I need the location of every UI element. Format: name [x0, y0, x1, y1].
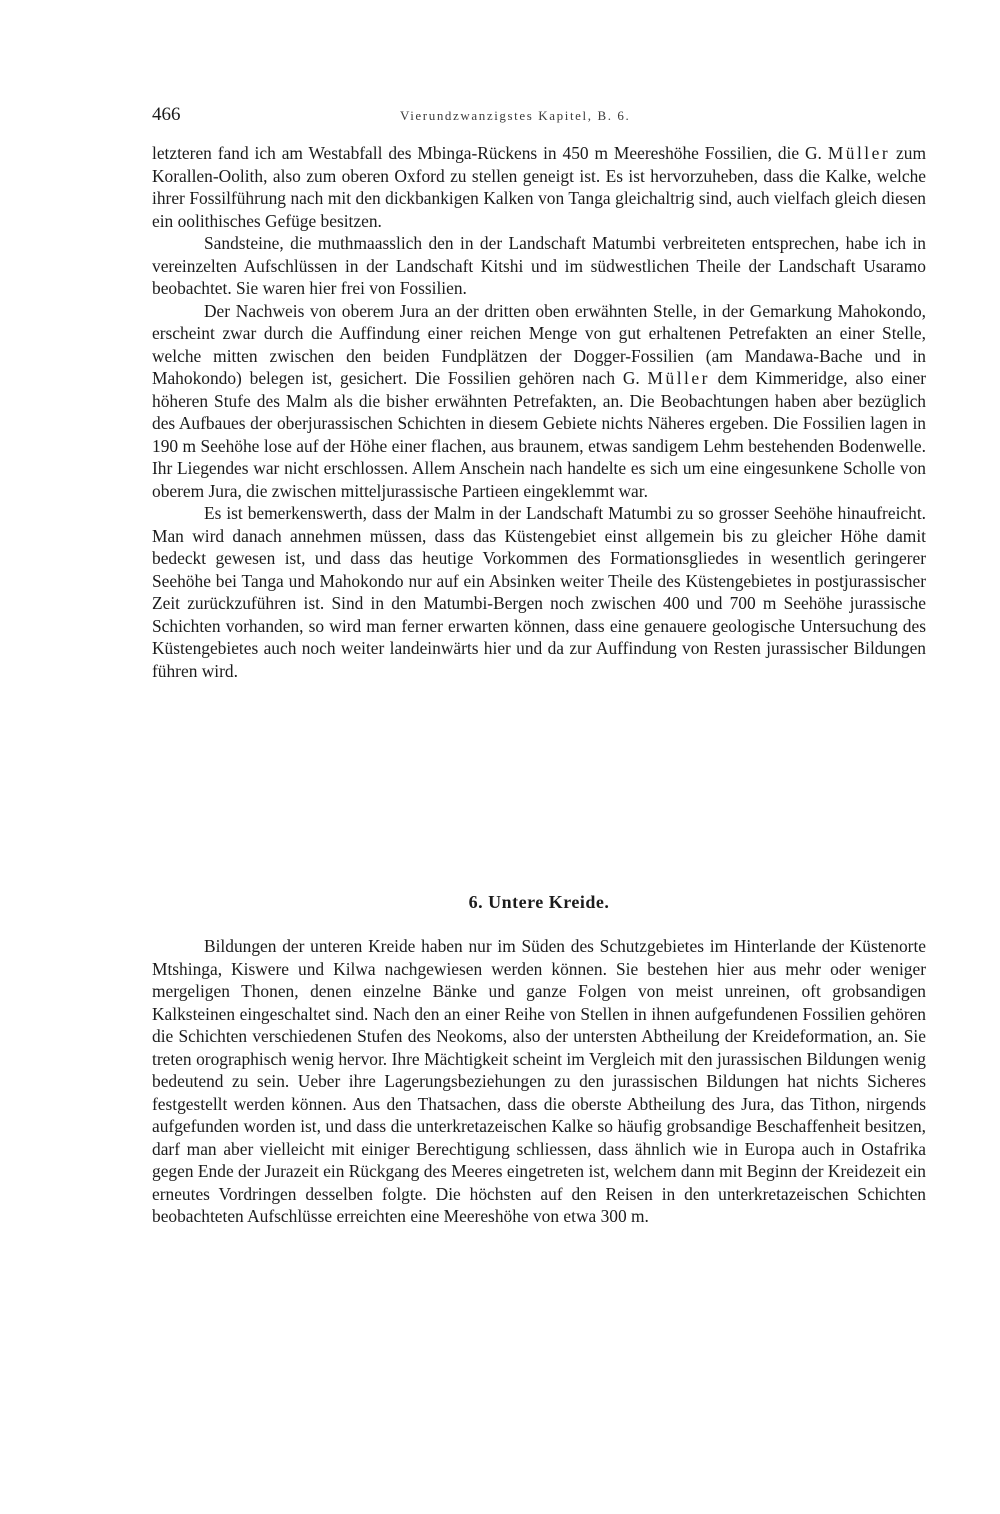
page-number: 466: [152, 104, 181, 125]
author-name: Müller: [647, 368, 710, 388]
paragraph-text: Es ist bemerkenswerth, dass der Malm in der Landschaft Matumbi zu so grosser Seehöhe hinaufreicht. Man wird danach annehmen müssen, dass das Küstengebiet einst allgemein bis zu gleicher Höhe damit bedeckt gewesen ist, und dass das heutige Vorkommen des Formationsgliedes in wesentlich geringerer Seehöhe bei Tanga und Mahokondo nur auf ein Absinken weiter Theile des Küstengebietes in postjurassischer Zeit zurückzuführen ist. Sind in den Matumbi-Bergen noch zwischen 400 und 700 m Seehöhe jurassische Schichten vorhanden, so wird man ferner erwarten können, dass eine genauere geologische Untersuchung des Küstengebietes auch noch weiter landeinwärts hier und da zur Auffindung von Resten jurassischer Bildungen führen wird.: [152, 503, 926, 681]
page-header: [152, 100, 926, 130]
paragraph-text: Bildungen der unteren Kreide haben nur im Süden des Schutzgebietes im Hinterlande der Küstenorte Mtshinga, Kiswere und Kilwa nachgewiesen werden können. Sie bestehen hier aus mehr oder weniger mergeligen Thonen, denen einzelne Bänke und ganze Folgen von meist unreinen, oft grobsandigen Kalksteinen eingeschaltet sind. Nach den an einer Reihe von Stellen in ihnen aufgefundenen Fossilien gehören die Schichten verschiedenen Stufen des Neokoms, also der untersten Abtheilung der Kreideformation, an. Sie treten orographisch wenig hervor. Ihre Mächtigkeit scheint im Vergleich mit den jurassischen Bildungen wenig bedeutend zu sein. Ueber ihre Lagerungsbeziehungen zu den jurassischen Bildungen hat nichts Sicheres festgestellt werden können. Aus den Thatsachen, dass die oberste Abtheilung des Jura, das Tithon, nirgends aufgefunden worden ist, und dass die unterkretazeischen Kalke so häufig grobsandige Beschaffenheit besitzen, darf man aber vielleicht mit einiger Berechtigung schliessen, dass ähnlich wie in Europa auch in Ostafrika gegen Ende der Jurazeit ein Rückgang des Meeres eingetreten ist, welchem dann mit Beginn der Kreidezeit ein erneutes Vordringen desselben folgte. Die höchsten auf den Reisen in den unterkretazeischen Schichten beobachteten Aufschlüsse erreichten eine Meereshöhe von etwa 300 m.: [152, 936, 926, 1226]
paragraph-text: zum Korallen-Oolith, also zum oberen Oxford zu stellen geneigt ist. Es ist hervorzuheben, dass die Kalke, welche ihrer Fossilführung nach mit den dickbankigen Kalken von Tanga gleichaltrig sind, auch vielfach gleich diesen ein oolithisches Gefüge besitzen.: [152, 143, 926, 231]
paragraph-text: letzteren fand ich am Westabfall des Mbinga-Rückens in 450 m Meereshöhe Fossilien, die G.: [152, 143, 828, 163]
body-text-upper: [152, 142, 926, 682]
paragraph: [152, 142, 926, 232]
section-title: 6. Untere Kreide.: [468, 892, 610, 912]
paragraph-text: Der Nachweis von oberem Jura an der dritten oben erwähnten Stelle, in der Gemarkung Mahokondo, erscheint zwar durch die Auffindung einer reichen Menge von gut erhaltenen Petrefakten an einer Stelle, welche mitten zwischen den beiden Fundplätzen der Dogger-Fossilien (am Mandawa-Bache und in Mahokondo) belegen ist, gesichert. Die Fossilien gehören nach G.: [152, 300, 926, 388]
paragraph-text: Sandsteine, die muthmaasslich den in der Landschaft Matumbi verbreiteten entsprechen, habe ich in vereinzelten Aufschlüssen in der Landschaft Kitshi und im südwestlichen Theile der Landschaft Usaramo beobachtet. Sie waren hier frei von Fossilien.: [152, 233, 926, 298]
running-head: Vierundzwanzigstes Kapitel, B. 6.: [400, 108, 631, 123]
author-name: Müller: [827, 143, 891, 163]
paragraph: [152, 300, 926, 503]
paragraph: [152, 232, 926, 300]
body-text-lower: [152, 935, 926, 1228]
paragraph: [152, 502, 926, 682]
paragraph-text: dem Kimmeridge, also einer höheren Stufe des Malm als die bisher erwähnten Petrefakten, an. Die Beobachtungen haben aber bezüglich des Aufbaues der oberjurassischen Schichten in diesem Gebiete nichts Näheres ergeben. Die Fossilien lagen in 190 m Seehöhe lose auf der Höhe einer flachen, aus braunem, etwas sandigem Lehm bestehenden Bodenwelle. Ihr Liegendes war nicht erschlossen. Allem Anschein nach handelte es sich um eine eingesunkene Scholle von oberem Jura, die zwischen mitteljurassische Partieen eingeklemmt war.: [152, 368, 926, 501]
paragraph: [152, 935, 926, 1228]
